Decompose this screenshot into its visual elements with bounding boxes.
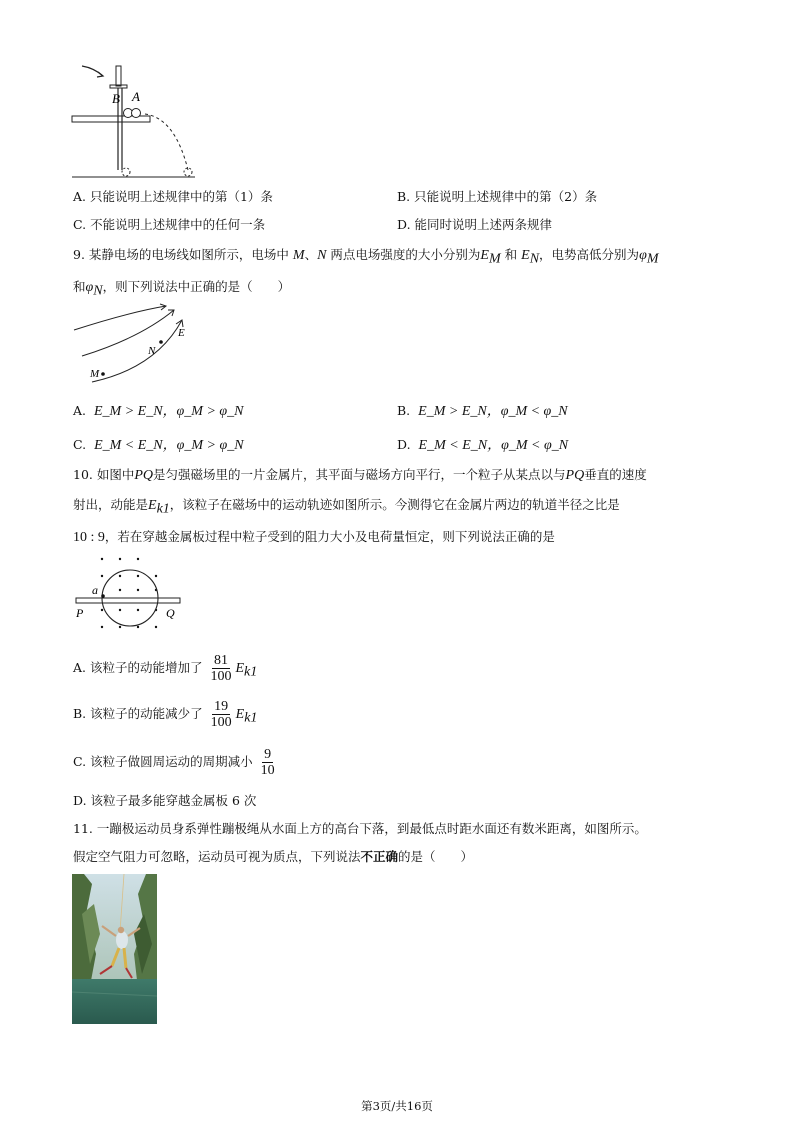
q10-option-b-sub: k1 [244, 710, 258, 726]
q11-stem-part1: 假定空气阻力可忽略，运动员可视为质点，下列说法 [73, 849, 361, 864]
q10-option-a-text: A. 该粒子的动能增加了 [73, 660, 203, 675]
q9-option-d-prefix: D. [397, 437, 411, 452]
q9-label-n: N [148, 345, 156, 357]
q10-label-a: a [92, 583, 98, 597]
q11-stem-line2 [73, 848, 473, 866]
q10-option-b [73, 694, 257, 739]
q9-field-lines-diagram [70, 302, 200, 384]
q9-stem-part3: ，电势高低分别为 [539, 247, 640, 262]
q10-option-c [73, 742, 279, 782]
q9-option-c [73, 436, 244, 455]
q10-option-a-sub: k1 [244, 664, 258, 680]
bungee-jumper-photo [72, 874, 157, 1024]
q9-option-c-expr: E_M < E_N，φ_M > φ_N [94, 438, 244, 453]
q10-option-b-num: 19 [214, 699, 229, 714]
q10-stem-line1 [73, 466, 647, 485]
q9-stem-part4: 和 [73, 279, 86, 294]
q9-point-m: M [292, 248, 305, 263]
q10-ratio: 10 : 9 [73, 530, 105, 545]
q10-pq2: PQ [565, 468, 585, 483]
q9-option-b-prefix: B. [397, 403, 411, 418]
q10-option-c-num: 9 [264, 747, 272, 762]
q9-option-b-expr: E_M > E_N，φ_M < φ_N [418, 404, 568, 419]
q9-and: 和 [504, 247, 518, 262]
q10-option-a-fraction [208, 653, 233, 684]
q9-en: E [521, 248, 530, 263]
q9-option-b [397, 402, 568, 421]
q10-option-d: D. 该粒子最多能穿越金属板 6 次 [73, 793, 257, 808]
q8-option-a: A. 只能说明上述规律中的第（1）条 [73, 189, 273, 204]
q8-option-c: C. 不能说明上述规律中的任何一条 [73, 217, 266, 232]
q8-option-d: D. 能同时说明上述两条规律 [397, 217, 553, 232]
q10-stem-part3: 垂直的速度 [584, 467, 647, 482]
q10-option-a [73, 648, 257, 693]
q10-option-c-text: C. 该粒子做圆周运动的周期减小 [73, 754, 253, 769]
q10-option-b-den: 100 [210, 715, 232, 730]
q10-stem-line3 [73, 528, 555, 547]
q10-option-a-den: 100 [210, 669, 232, 684]
q9-option-c-prefix: C. [73, 437, 87, 452]
q8-option-b: B. 只能说明上述规律中的第（2）条 [397, 189, 598, 204]
q9-stem-part1: 9. 某静电场的电场线如图所示，电场中 [73, 247, 289, 262]
q9-em: E [480, 248, 489, 263]
q9-point-n: N [317, 248, 327, 263]
q10-pq: PQ [134, 468, 154, 483]
q9-stem-part5: ，则下列说法中正确的是（ ） [102, 279, 291, 294]
q8-label-b: B [112, 91, 120, 106]
q9-label-m: M [90, 368, 100, 380]
q11-stem-line1: 11. 一蹦极运动员身系弹性蹦极绳从水面上方的高台下落，到最低点时距水面还有数米距离，如图所示。 [73, 821, 647, 836]
q9-option-a [73, 402, 244, 421]
q10-magnetic-field-diagram [72, 554, 192, 634]
q10-label-q: Q [166, 606, 175, 620]
q11-emphasis: 不正确 [360, 849, 399, 864]
q9-option-d-expr: E_M < E_N，φ_M < φ_N [418, 438, 569, 453]
q9-phi-m-sub: M [646, 251, 659, 267]
q9-phi-n-sub: N [93, 283, 103, 299]
q10-option-b-text: B. 该粒子的动能减少了 [73, 706, 203, 721]
q10-option-a-num: 81 [213, 653, 228, 668]
q11-stem-part2: 的是（ ） [398, 849, 474, 864]
q9-stem-part2: 两点电场强度的大小分别为 [330, 247, 481, 262]
q9-label-e: E [178, 327, 185, 339]
q9-stem-line1 [73, 246, 658, 269]
q10-stem-part1: 10. 如图中 [73, 467, 135, 482]
q10-label-p: P [76, 606, 84, 620]
q9-option-a-expr: E_M > E_N，φ_M > φ_N [94, 404, 244, 419]
q10-option-b-fraction [209, 699, 234, 730]
q10-option-c-den: 10 [260, 763, 275, 778]
q9-option-a-prefix: A. [73, 403, 87, 418]
page-footer: 第3页/共16页 [361, 1099, 433, 1113]
q10-option-a-e: E [235, 661, 245, 676]
q9-stem-line2 [73, 278, 290, 301]
q10-ek1: E [148, 498, 157, 513]
q8-label-a: A [132, 89, 140, 104]
q10-stem-part5: ，该粒子在磁场中的运动轨迹如图所示。今测得它在金属片两边的轨道半径之比是 [169, 497, 620, 512]
q10-option-c-fraction [259, 747, 277, 778]
q10-option-b-e: E [235, 707, 245, 722]
q9-phi-n: φ [85, 280, 94, 295]
q10-stem-line2 [73, 496, 620, 519]
q9-em-sub: M [488, 251, 501, 267]
q9-en-sub: N [529, 251, 540, 267]
q8-apparatus-diagram [70, 58, 200, 183]
q9-phi-m: φ [639, 248, 647, 263]
q10-ek1-sub: k1 [156, 501, 170, 517]
q10-stem-part6: ，若在穿越金属板过程中粒子受到的阻力大小及电荷量恒定，则下列说法正确的是 [104, 529, 555, 544]
q9-sep: 、 [304, 247, 318, 262]
q9-option-d [397, 436, 568, 455]
q10-stem-part4: 射出，动能是 [73, 497, 149, 512]
q10-stem-part2: 是匀强磁场里的一片金属片，其平面与磁场方向平行，一个粒子从某点以与 [153, 467, 566, 482]
